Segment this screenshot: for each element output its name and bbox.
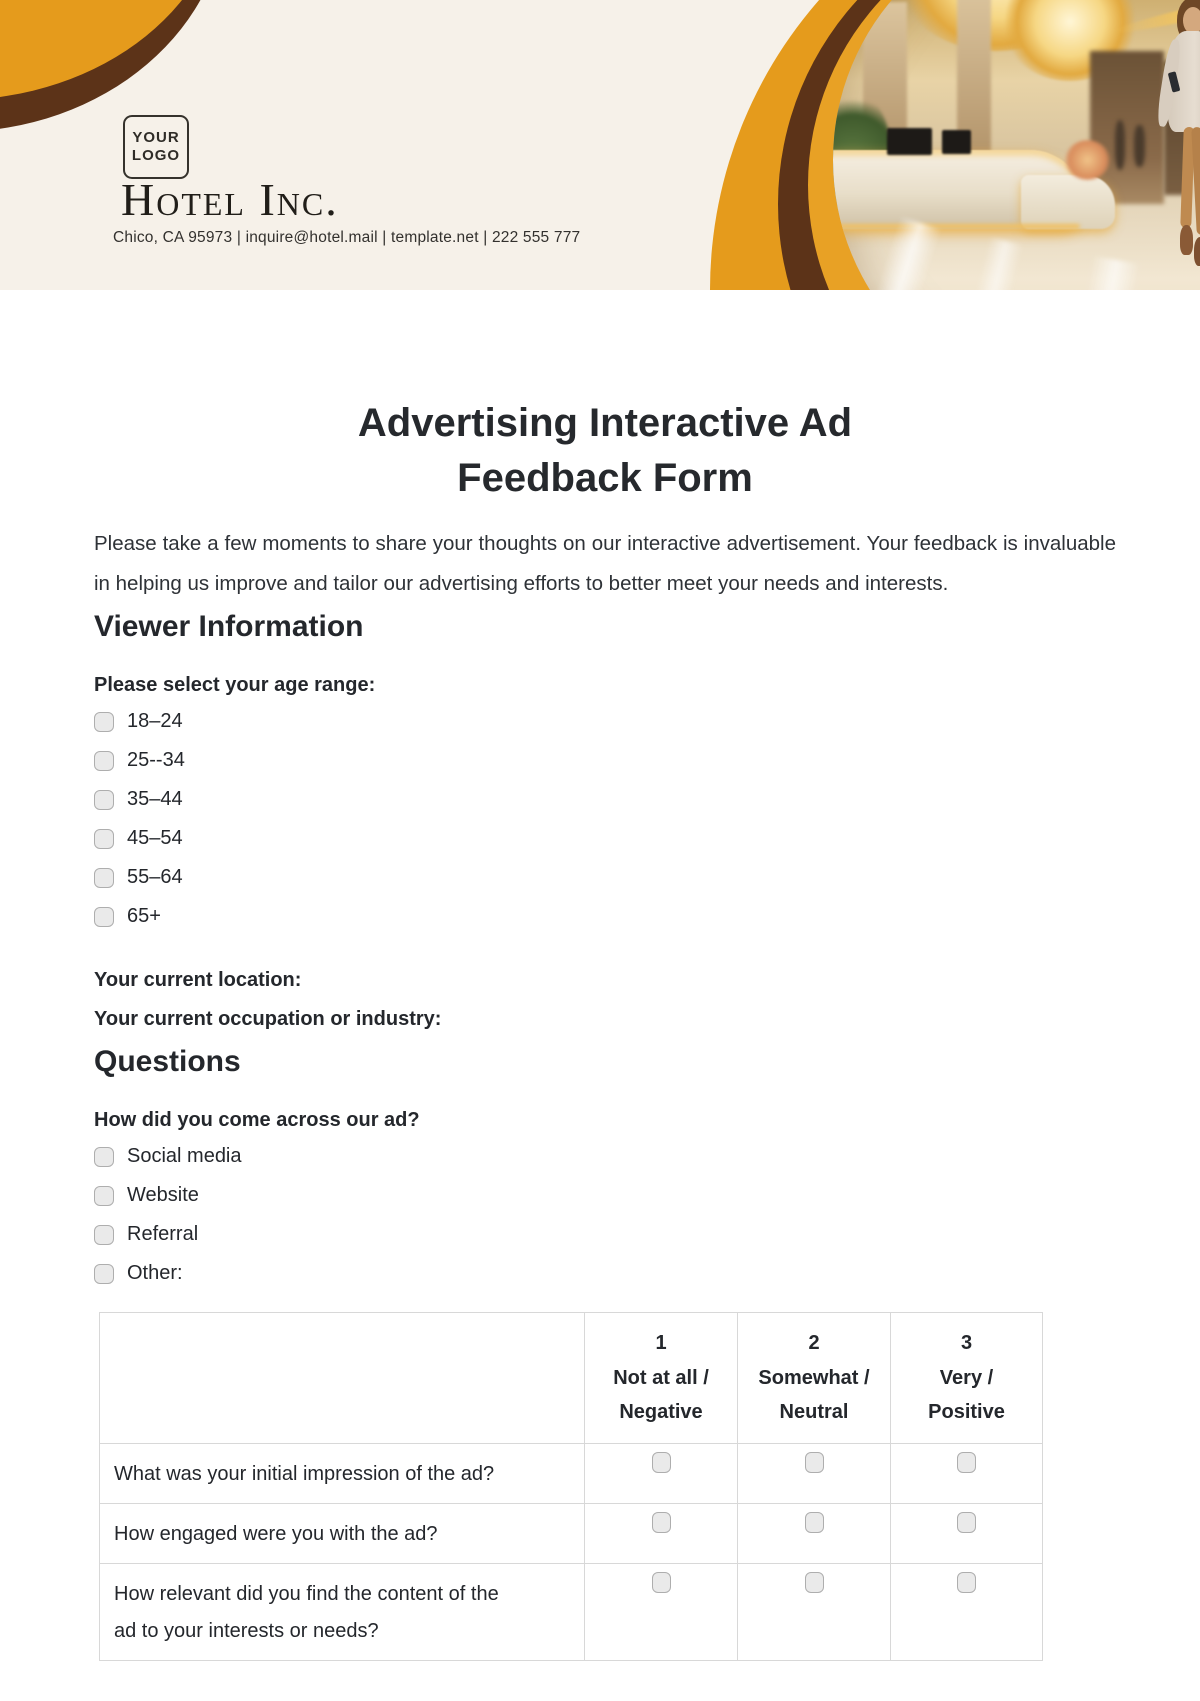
- checkbox-option: [94, 702, 1116, 741]
- logo-text: YOUR: [132, 129, 180, 146]
- rating-column-header: 1 Not at all / Negative: [585, 1313, 738, 1444]
- flower-bouquet: [1065, 140, 1109, 180]
- hotel-lobby-photo: [833, 0, 1200, 290]
- rating-checkbox[interactable]: [652, 1572, 671, 1593]
- option-label: Other:: [127, 1262, 183, 1284]
- rating-checkbox[interactable]: [957, 1572, 976, 1593]
- rating-checkbox[interactable]: [957, 1452, 976, 1473]
- rating-checkbox[interactable]: [652, 1452, 671, 1473]
- checkbox[interactable]: [94, 1186, 114, 1206]
- checkbox-option: [94, 1215, 1116, 1254]
- checkbox[interactable]: [94, 1147, 114, 1167]
- rating-checkbox[interactable]: [652, 1512, 671, 1533]
- rating-checkbox[interactable]: [805, 1512, 824, 1533]
- section-heading-viewer-information: Viewer Information: [94, 610, 364, 643]
- woman-boot: [1194, 237, 1200, 266]
- checkbox[interactable]: [94, 751, 114, 771]
- checkbox-option: [94, 780, 1116, 819]
- rating-cell: [585, 1443, 738, 1503]
- location-label: Your current location:: [94, 969, 302, 991]
- checkbox[interactable]: [94, 790, 114, 810]
- option-label: 55–64: [127, 866, 183, 888]
- distant-person: [1115, 120, 1126, 169]
- option-label: Website: [127, 1184, 199, 1206]
- rating-cell: [738, 1563, 891, 1660]
- desk-monitor: [942, 130, 972, 154]
- checkbox-option: [94, 1254, 1116, 1293]
- checkbox[interactable]: [94, 712, 114, 732]
- checkbox[interactable]: [94, 868, 114, 888]
- ad-source-label: How did you come across our ad?: [94, 1109, 420, 1131]
- checkbox-option: [94, 897, 1116, 936]
- rating-column-header: 3 Very / Positive: [891, 1313, 1043, 1444]
- form-title: Advertising Interactive Ad Feedback Form: [357, 401, 853, 500]
- option-label: 18–24: [127, 710, 183, 732]
- checkbox[interactable]: [94, 907, 114, 927]
- checkbox[interactable]: [94, 1225, 114, 1245]
- checkbox[interactable]: [94, 1264, 114, 1284]
- distant-person: [1134, 125, 1145, 167]
- option-label: 35–44: [127, 788, 183, 810]
- checkbox[interactable]: [94, 829, 114, 849]
- rating-table-corner-cell: [100, 1313, 585, 1444]
- reception-desk: [1021, 175, 1115, 229]
- desk-monitor: [887, 128, 931, 155]
- checkbox-option: [94, 741, 1116, 780]
- checkbox-option: [94, 819, 1116, 858]
- rating-cell: [585, 1563, 738, 1660]
- rating-cell: [738, 1443, 891, 1503]
- logo-text: LOGO: [131, 147, 181, 164]
- age-options-list: [94, 702, 1116, 936]
- rating-checkbox[interactable]: [805, 1452, 824, 1473]
- company-name: Hotel Inc.: [121, 174, 339, 225]
- contact-info: Chico, CA 95973 | inquire@hotel.mail | template.net | 222 555 777: [113, 229, 581, 246]
- floor-reflection: [1068, 256, 1141, 290]
- checkbox-option: [94, 1137, 1116, 1176]
- rating-question: What was your initial impression of the ad?: [100, 1443, 585, 1503]
- rating-row: [100, 1443, 1043, 1503]
- rating-question: How engaged were you with the ad?: [100, 1503, 585, 1563]
- section-heading-questions: Questions: [94, 1045, 241, 1078]
- desk-gold-glow: [833, 224, 1080, 229]
- age-range-label: Please select your age range:: [94, 674, 376, 696]
- rating-row: [100, 1503, 1043, 1563]
- rating-question: How relevant did you find the content of the ad to your interests or needs?: [100, 1563, 585, 1660]
- floor-reflection: [954, 237, 1023, 290]
- rating-table: [99, 1312, 1043, 1661]
- rating-cell: [891, 1503, 1043, 1563]
- form-body: [0, 290, 1200, 1661]
- checkbox-option: [94, 1176, 1116, 1215]
- option-label: 65+: [127, 905, 161, 927]
- checkbox-option: [94, 858, 1116, 897]
- rating-checkbox[interactable]: [957, 1512, 976, 1533]
- woman-boot: [1180, 225, 1193, 254]
- logo-placeholder: [123, 115, 189, 179]
- rating-row: [100, 1563, 1043, 1660]
- rating-column-header: 2 Somewhat / Neutral: [738, 1313, 891, 1444]
- rating-cell: [738, 1503, 891, 1563]
- option-label: 25--34: [127, 749, 185, 771]
- option-label: Referral: [127, 1223, 199, 1245]
- option-label: 45–54: [127, 827, 183, 849]
- rating-checkbox[interactable]: [805, 1572, 824, 1593]
- woman-with-suitcase: [1159, 0, 1200, 290]
- rating-cell: [891, 1443, 1043, 1503]
- rating-cell: [891, 1563, 1043, 1660]
- ad-source-options-list: [94, 1137, 1116, 1293]
- occupation-label: Your current occupation or industry:: [94, 1008, 442, 1030]
- letterhead: [0, 0, 1200, 290]
- option-label: Social media: [127, 1145, 242, 1167]
- intro-text: Please take a few moments to share your thoughts on our interactive advertisement. Your feedback is invaluable in helping us improve and tailor our advertising efforts to better meet your needs and interests.: [94, 532, 1116, 595]
- rating-cell: [585, 1503, 738, 1563]
